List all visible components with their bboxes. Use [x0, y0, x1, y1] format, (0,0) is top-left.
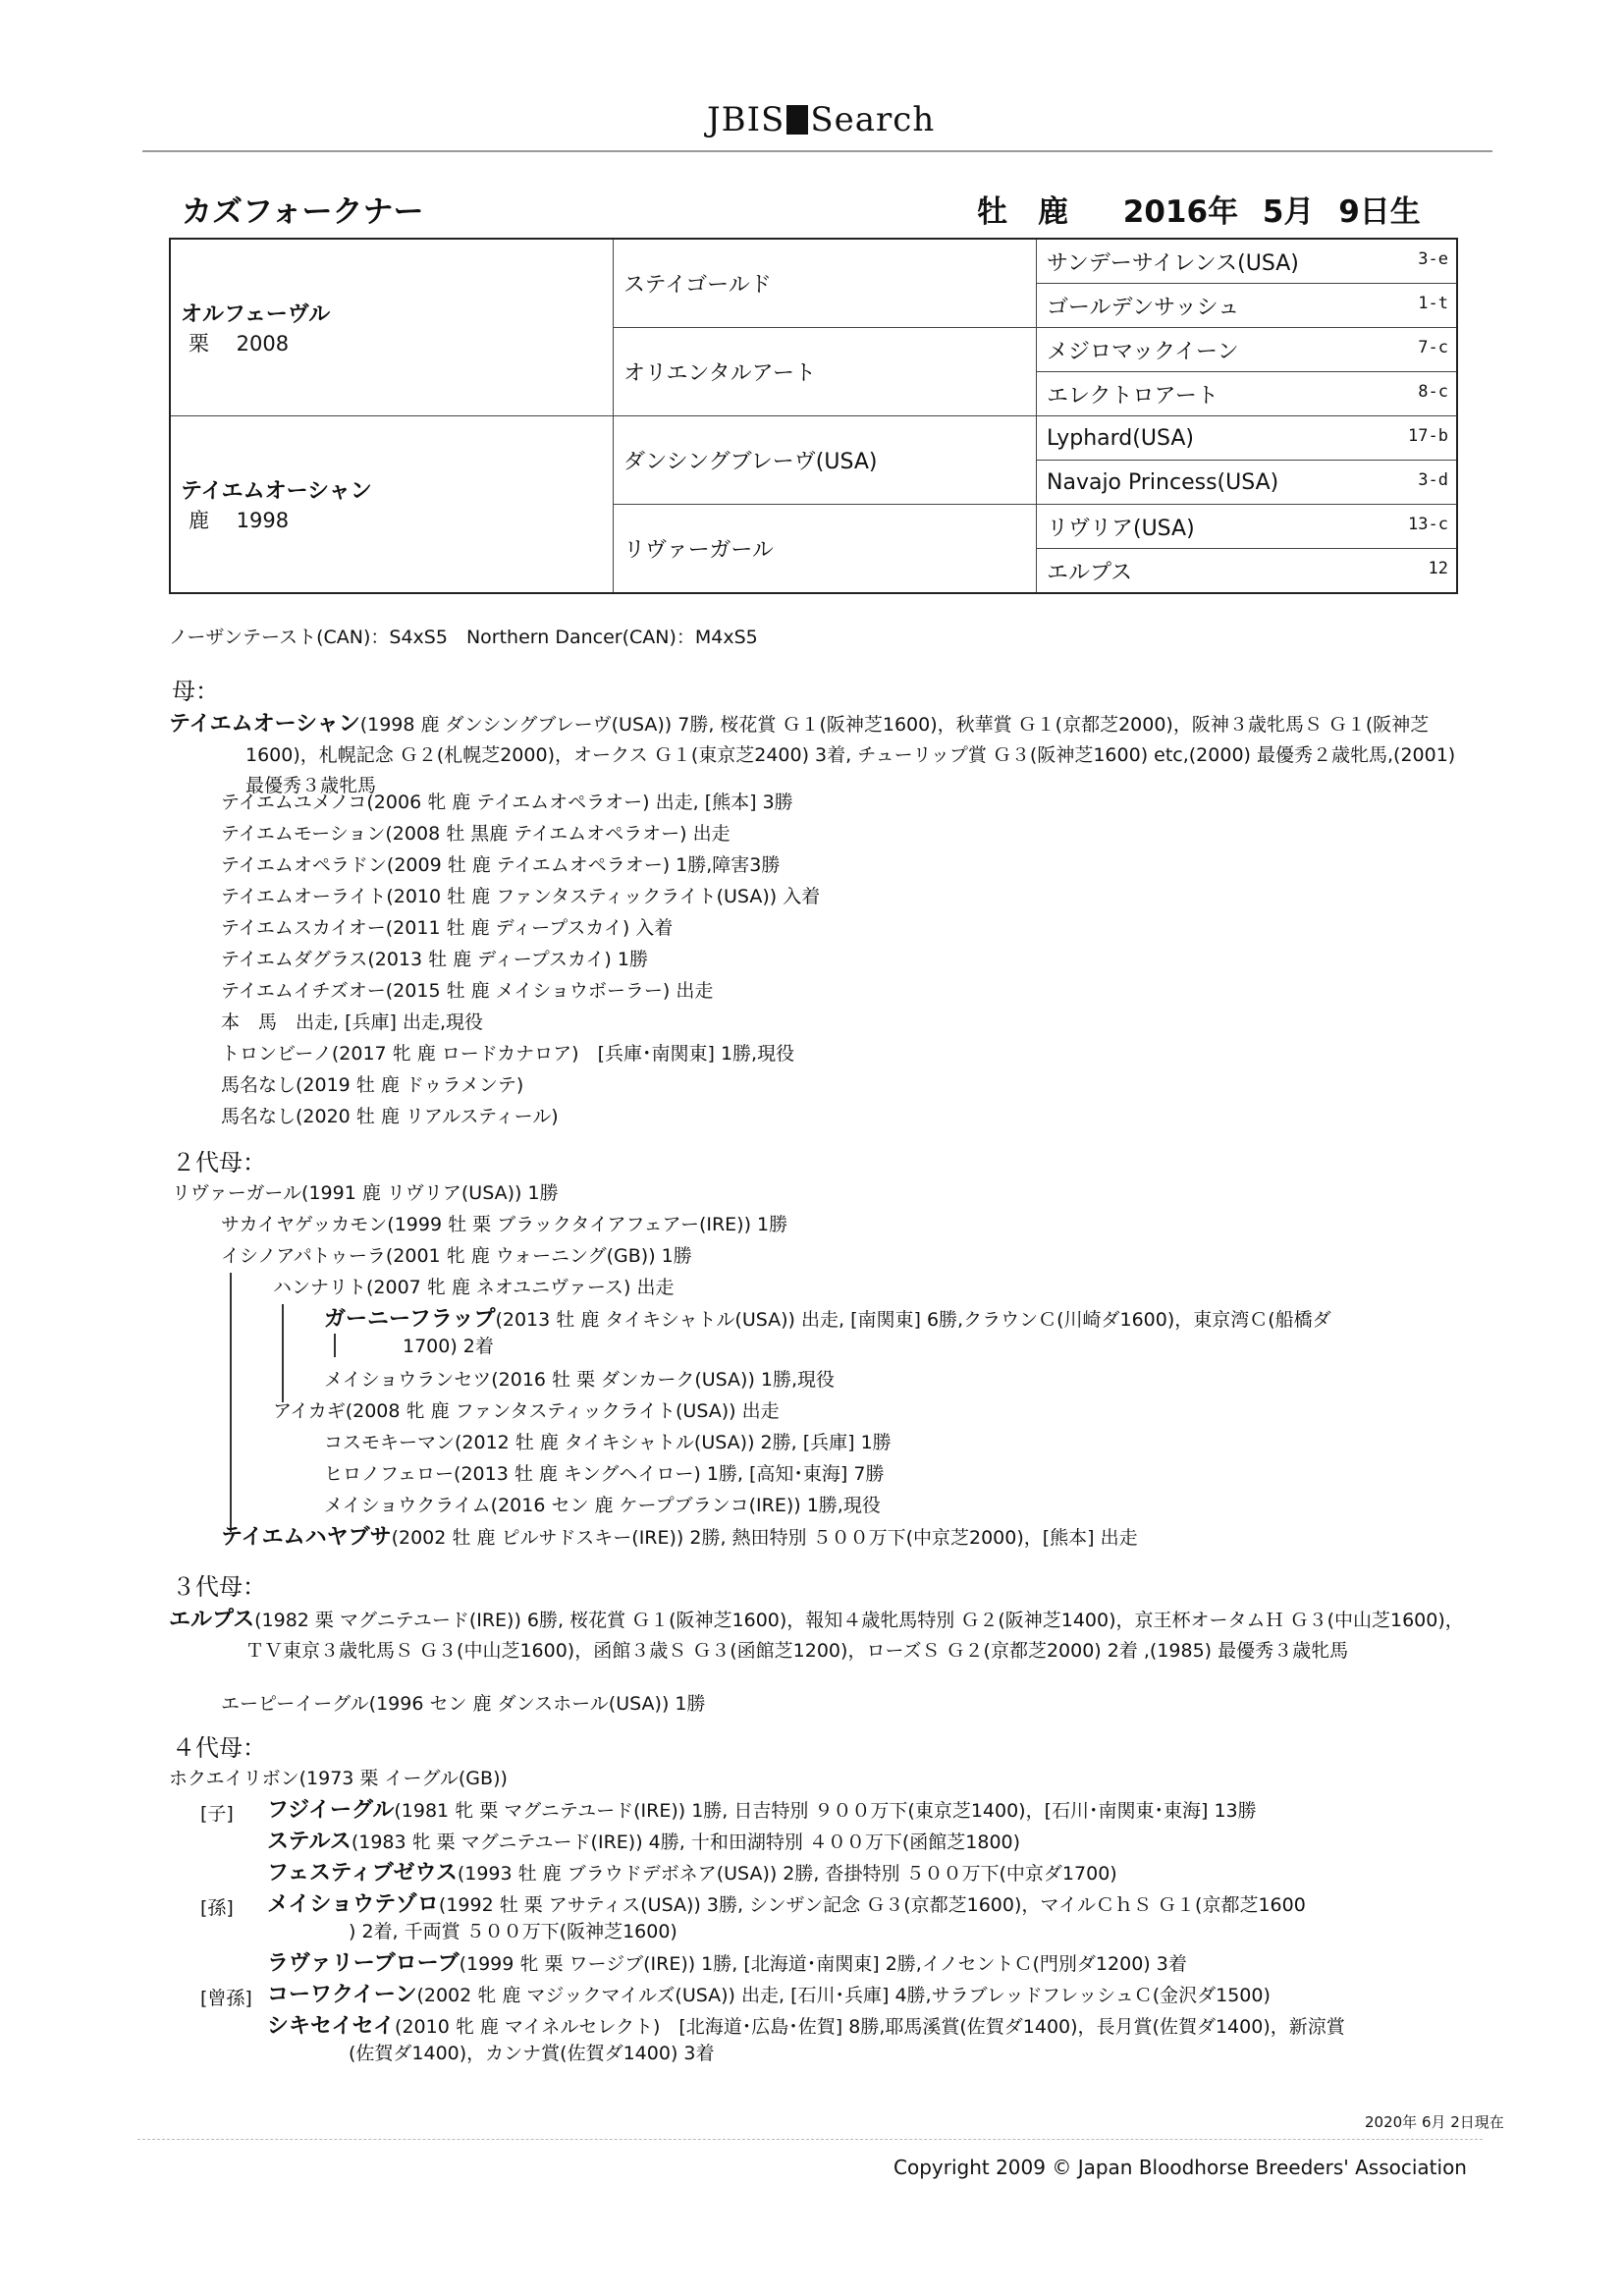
tree-connector	[282, 1304, 284, 1402]
list-item: ハンナリト(2007 牝 鹿 ネオユニヴァース) 出走	[273, 1277, 675, 1298]
list-item: テイエムオーライト(2010 牡 鹿 ファンタスティックライト(USA)) 入着	[221, 886, 821, 907]
footer-divider	[137, 2139, 1483, 2140]
pedigree-g3: エレクトロアート 8-c	[1037, 372, 1458, 416]
dam-name: テイエムオーシャン	[181, 479, 372, 504]
garney-text: (2013 牡 鹿 タイキシャトル(USA)) 出走, [南関東] 6勝,クラウンＣ(川崎ダ1600)，東京湾Ｃ(船橋ダ	[495, 1309, 1331, 1331]
list-item: 本 馬 出走, [兵庫] 出走,現役	[221, 1011, 483, 1033]
list-item: テイエムスカイオー(2011 牡 鹿 ディープスカイ) 入着	[221, 917, 674, 939]
list-item: テイエムモーション(2008 牡 黒鹿 テイエムオペラオー) 出走	[221, 823, 731, 845]
pedigree-dam	[170, 416, 614, 594]
pedigree-g3: Navajo Princess(USA) 3-d	[1037, 461, 1458, 505]
g4-main-entry: ホクエイリボン(1973 栗 イーグル(GB))	[169, 1768, 508, 1789]
dam-info: 鹿 1998	[189, 509, 290, 532]
copyright: Copyright 2009 © Japan Bloodhorse Breeders' Association	[893, 2156, 1467, 2179]
label-child: [子]	[200, 1803, 234, 1825]
list-item: フジイーグル(1981 牝 栗 マグニテユード(IRE)) 1勝, 日吉特別 ９００万下(東京芝1400)，[石川･南関東･東海] 13勝	[267, 1798, 1257, 1823]
pedigree-g3: リヴリア(USA) 13-c	[1037, 505, 1458, 549]
list-item: テイエムユメノコ(2006 牝 鹿 テイエムオペラオー) 出走, [熊本] 3勝	[221, 792, 793, 813]
list-item: コーワクイーン(2002 牝 鹿 マジックマイルズ(USA)) 出走, [石川･兵庫] 4勝,サラブレッドフレッシュＣ(金沢ダ1500)	[267, 1983, 1271, 2007]
g3-main-entry	[169, 1605, 1465, 1667]
list-item: メイショウランセツ(2016 牡 栗 ダンカーク(USA)) 1勝,現役	[324, 1369, 836, 1391]
pedigree-g3: サンデーサイレンス(USA) 3-e	[1037, 239, 1458, 284]
pedigree-g2: リヴァーガール	[614, 505, 1037, 594]
dam-main-text: (1998 鹿 ダンシングブレーヴ(USA)) 7勝, 桜花賞 Ｇ１(阪神芝1600)，秋華賞 Ｇ１(京都芝2000)，阪神３歳牝馬Ｓ Ｇ１(阪神芝1600)，札幌記念 Ｇ２(札幌芝2000)，オークス Ｇ１(東京芝2400) 3着, チューリップ賞 Ｇ３(阪神芝1600) etc,(2000) 最優秀２歳牝馬,(2001) 最優秀３歳牝馬	[245, 714, 1456, 796]
list-item: ヒロノフェロー(2013 牡 鹿 キングヘイロー) 1勝, [高知･東海] 7勝	[324, 1463, 885, 1485]
list-item: イシノアパトゥーラ(2001 牝 鹿 ウォーニング(GB)) 1勝	[221, 1245, 692, 1267]
list-item: 馬名なし(2020 牡 鹿 リアルスティール)	[221, 1106, 559, 1127]
g2-main-entry: リヴァーガール(1991 鹿 リヴリア(USA)) 1勝	[172, 1182, 559, 1204]
pedigree-g2: オリエンタルアート	[614, 328, 1037, 416]
list-item: トロンビーノ(2017 牝 鹿 ロードカナロア) [兵庫･南関東] 1勝,現役	[221, 1043, 795, 1065]
hayabusa-entry	[221, 1522, 1138, 1554]
list-item: ラヴァリーブローブ(1999 牝 栗 ワージブ(IRE)) 1勝, [北海道･南関東] 2勝,イノセントＣ(門別ダ1200) 3着	[267, 1951, 1187, 1976]
pedigree-g2: ダンシングブレーヴ(USA)	[614, 416, 1037, 505]
horse-info: 牡 鹿 2016年 5月 9日生	[977, 194, 1421, 230]
label-grandchild: [孫]	[200, 1897, 234, 1919]
section-heading-g3: ３代母：	[172, 1573, 266, 1601]
list-item: メイショウクライム(2016 セン 鹿 ケープブランコ(IRE)) 1勝,現役	[324, 1495, 881, 1516]
list-item: エーピーイーグル(1996 セン 鹿 ダンスホール(USA)) 1勝	[221, 1693, 706, 1715]
pedigree-g3: Lyphard(USA) 17-b	[1037, 416, 1458, 461]
list-item: テイエムダグラス(2013 牡 鹿 ディープスカイ) 1勝	[221, 949, 648, 970]
garney-name: ガーニーフラップ	[324, 1307, 496, 1332]
list-item: メイショウテゾロ(1992 牡 栗 アサティス(USA)) 3勝, シンザン記念 Ｇ３(京都芝1600)，マイルＣｈＳ Ｇ１(京都芝1600	[267, 1892, 1306, 1917]
list-item-cont: (佐賀ダ1400)，カンナ賞(佐賀ダ1400) 3着	[349, 2043, 715, 2064]
garney-text-cont: 1700) 2着	[403, 1336, 494, 1357]
list-item: コスモキーマン(2012 牡 鹿 タイキシャトル(USA)) 2勝, [兵庫] 1勝	[324, 1432, 892, 1453]
pedigree-g3: メジロマックイーン 7-c	[1037, 328, 1458, 372]
list-item: テイエムイチズオー(2015 牡 鹿 メイショウボーラー) 出走	[221, 980, 714, 1002]
list-item: アイカギ(2008 牝 鹿 ファンタスティックライト(USA)) 出走	[273, 1400, 780, 1422]
logo-text-left: JBIS	[707, 100, 785, 139]
as-of-date: 2020年 6月 2日現在	[1365, 2113, 1504, 2131]
g3-main-text: (1982 栗 マグニテユード(IRE)) 6勝, 桜花賞 Ｇ１(阪神芝1600)，報知４歳牝馬特別 Ｇ２(阪神芝1400)，京王杯オータムＨ Ｇ３(中山芝1600)，ＴＶ東京３歳牝馬Ｓ Ｇ３(中山芝1600)，函館３歳Ｓ Ｇ３(函館芝1200)，ローズＳ Ｇ２(京都芝2000) 2着 ,(1985) 最優秀３歳牝馬	[245, 1610, 1464, 1662]
hayabusa-name: テイエムハヤブサ	[221, 1525, 392, 1550]
section-heading-dam: 母：	[172, 678, 219, 705]
pedigree-sire	[170, 239, 614, 416]
sire-name: オルフェーヴル	[181, 302, 331, 327]
list-item-cont: ) 2着, 千両賞 ５００万下(阪神芝1600)	[349, 1921, 677, 1942]
list-item: フェスティブゼウス(1993 牡 鹿 ブラウドデボネア(USA)) 2勝, 沓掛特別 ５００万下(中京ダ1700)	[267, 1861, 1117, 1886]
pedigree-g2: ステイゴールド	[614, 239, 1037, 328]
section-heading-g4: ４代母：	[172, 1734, 266, 1762]
list-item: シキセイセイ(2010 牝 鹿 マイネルセレクト) [北海道･広島･佐賀] 8勝,耶馬溪賞(佐賀ダ1400)，長月賞(佐賀ダ1400)，新涼賞	[267, 2014, 1345, 2039]
list-item: サカイヤゲッカモン(1999 牡 栗 ブラックタイアフェアー(IRE)) 1勝	[221, 1214, 788, 1235]
dam-main-name: テイエムオーシャン	[169, 712, 360, 737]
list-item: テイエムオペラドン(2009 牡 鹿 テイエムオペラオー) 1勝,障害3勝	[221, 854, 781, 876]
header-divider	[142, 150, 1492, 152]
horse-name: カズフォークナー	[182, 194, 424, 230]
tree-connector	[334, 1334, 336, 1357]
logo-horse-icon	[786, 105, 808, 135]
inbreeding-note: ノーザンテースト(CAN)：S4xS5 Northern Dancer(CAN)：M4xS5	[169, 627, 758, 648]
pedigree-g3: ゴールデンサッシュ 1-t	[1037, 284, 1458, 328]
jbis-search-logo	[707, 69, 943, 147]
hayabusa-text: (2002 牡 鹿 ピルサドスキー(IRE)) 2勝, 熱田特別 ５００万下(中京芝2000)，[熊本] 出走	[391, 1527, 1138, 1549]
pedigree-g3: エルプス 12	[1037, 549, 1458, 594]
list-item: ステルス(1983 牝 栗 マグニテユード(IRE)) 4勝, 十和田湖特別 ４００万下(函館芝1800)	[267, 1830, 1021, 1854]
pedigree-table	[169, 238, 1458, 594]
list-item: 馬名なし(2019 牡 鹿 ドゥラメンテ)	[221, 1074, 524, 1096]
tree-connector	[230, 1273, 232, 1532]
g3-main-name: エルプス	[169, 1608, 255, 1632]
sire-info: 栗 2008	[189, 332, 290, 355]
logo-text-right: Search	[810, 100, 936, 139]
label-great-grandchild: [曾孫]	[200, 1988, 252, 2009]
section-heading-g2: ２代母：	[172, 1149, 266, 1176]
